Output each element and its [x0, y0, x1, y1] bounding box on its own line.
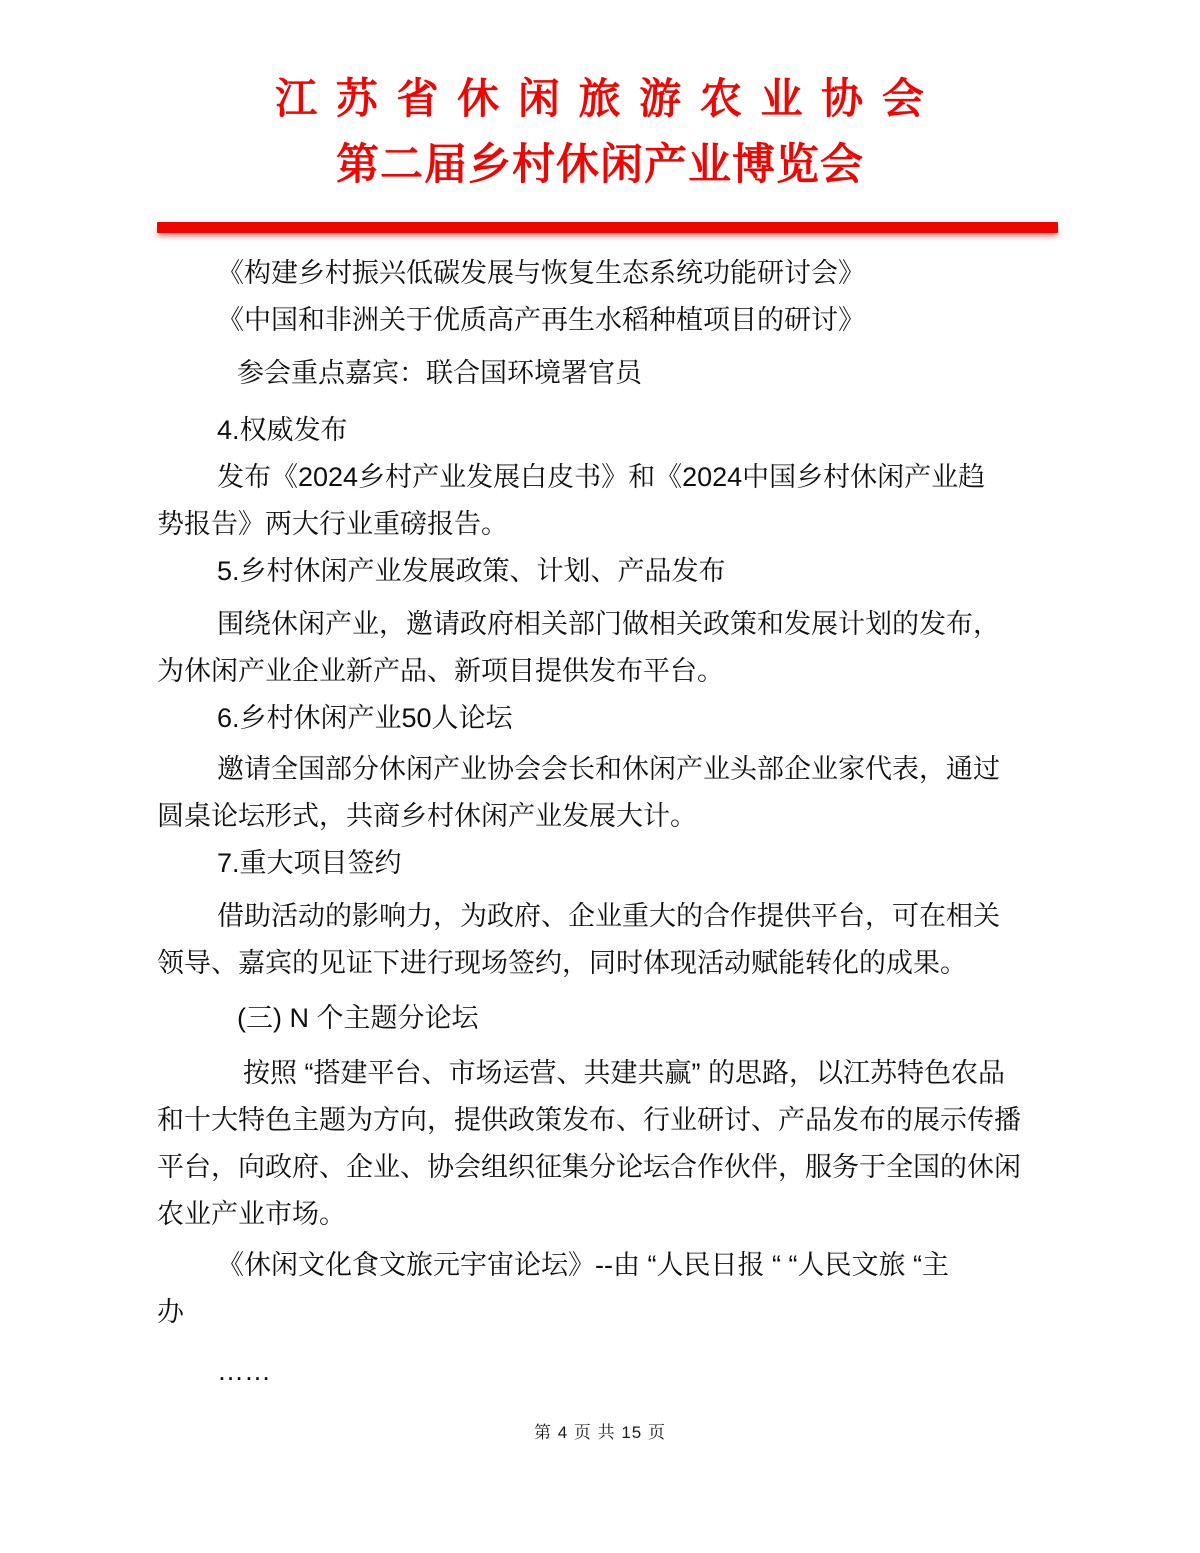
body-line: 办: [157, 1297, 184, 1327]
document-title-line1: 江 苏 省 休 闲 旅 游 农 业 协 会: [275, 75, 925, 122]
body-line: 领导、嘉宾的见证下进行现场签约，同时体现活动赋能转化的成果。: [157, 948, 967, 978]
body-line: 《构建乡村振兴低碳发展与恢复生态系统功能研讨会》: [217, 258, 865, 288]
body-line-heading: 5.乡村休闲产业发展政策、计划、产品发布: [217, 556, 726, 586]
body-line: 势报告》两大行业重磅报告。: [157, 509, 508, 539]
body-line: 《中国和非洲关于优质高产再生水稻种植项目的研讨》: [217, 305, 865, 335]
body-line-heading: (三) N 个主题分论坛: [237, 1003, 479, 1033]
page-number-indicator: 第 4 页 共 15 页: [534, 1423, 666, 1442]
body-line: 参会重点嘉宾：联合国环境署官员: [237, 358, 642, 388]
body-line: 按照 “搭建平台、市场运营、共建共赢” 的思路，以江苏特色农品: [243, 1058, 1005, 1088]
body-line: 围绕休闲产业，邀请政府相关部门做相关政策和发展计划的发布，: [217, 609, 1000, 639]
body-line-heading: 7.重大项目签约: [217, 848, 402, 878]
body-line-heading: 6.乡村休闲产业50人论坛: [217, 703, 513, 733]
body-line: 《休闲文化食文旅元宇宙论坛》--由 “人民日报 “ “人民文旅 “主: [217, 1250, 949, 1280]
body-line: 和十大特色主题为方向，提供政策发布、行业研讨、产品发布的展示传播: [157, 1105, 1021, 1135]
body-line: 发布《2024乡村产业发展白皮书》和《2024中国乡村休闲产业趋: [217, 462, 986, 492]
body-line: 邀请全国部分休闲产业协会会长和休闲产业头部企业家代表，通过: [217, 754, 1000, 784]
header-divider-rule: [157, 222, 1058, 233]
document-title-line2: 第二届乡村休闲产业博览会: [336, 141, 864, 189]
body-line: 为休闲产业企业新产品、新项目提供发布平台。: [157, 656, 724, 686]
body-line-ellipsis: ……: [217, 1356, 271, 1386]
body-line: 农业产业市场。: [157, 1199, 346, 1229]
body-line: 借助活动的影响力，为政府、企业重大的合作提供平台，可在相关: [217, 901, 1000, 931]
document-body: [157, 250, 1077, 1395]
body-line: 平台，向政府、企业、协会组织征集分论坛合作伙伴，服务于全国的休闲: [157, 1152, 1021, 1182]
body-line-heading: 4.权威发布: [217, 415, 348, 445]
body-line: 圆桌论坛形式，共商乡村休闲产业发展大计。: [157, 801, 697, 831]
